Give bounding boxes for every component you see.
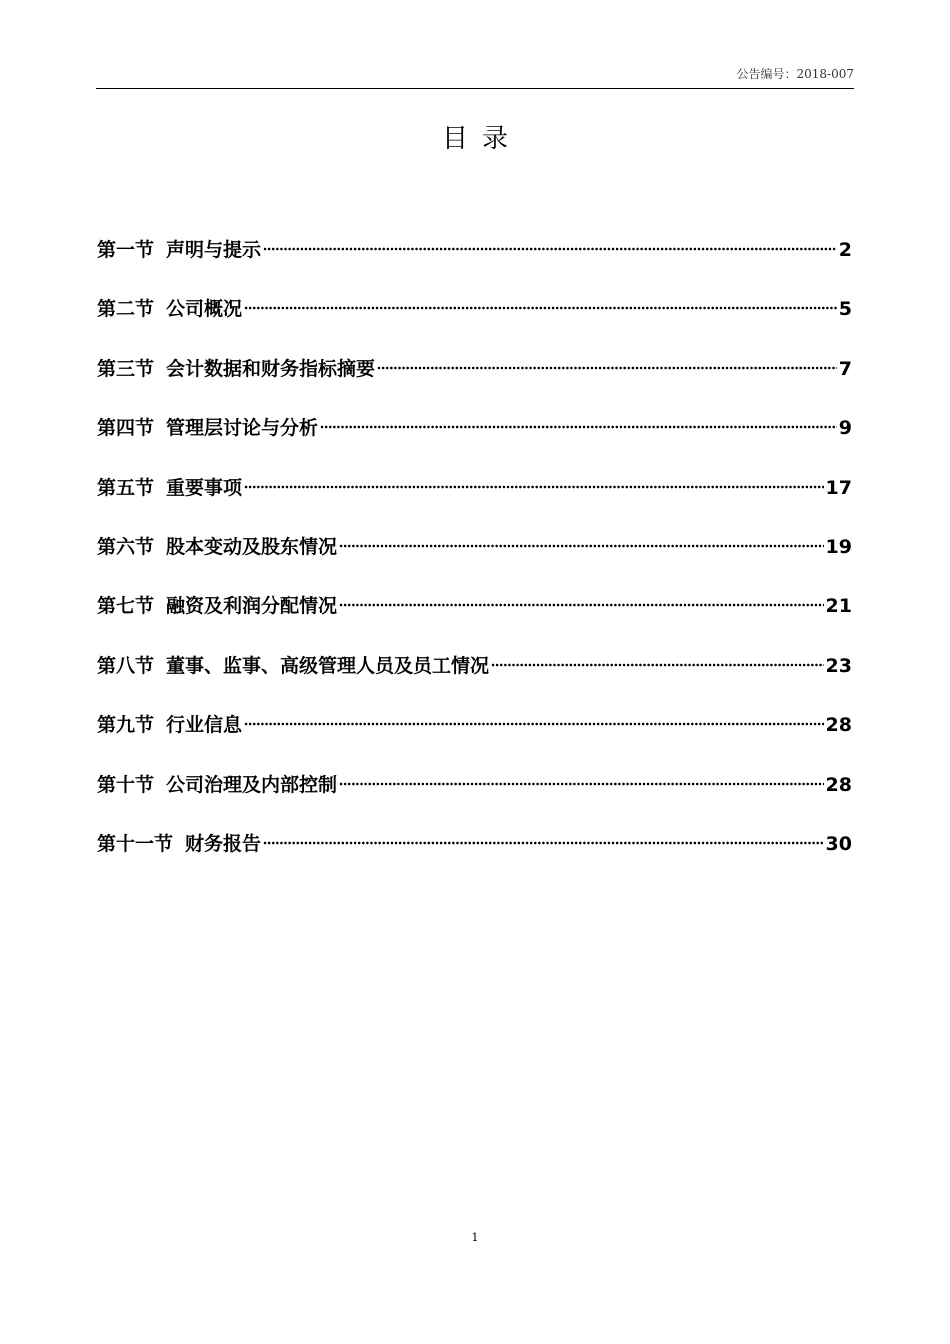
- dot-leader: [244, 306, 837, 310]
- dot-leader: [339, 603, 824, 607]
- toc-section-number: 第三节: [97, 357, 155, 380]
- dot-leader: [320, 425, 837, 429]
- toc-page-number: 17: [825, 476, 852, 499]
- dot-leader: [491, 663, 824, 667]
- toc-entry[interactable]: [97, 769, 852, 828]
- toc-section-title: 会计数据和财务指标摘要: [166, 357, 376, 380]
- table-of-contents: [97, 234, 852, 887]
- page-number: 1: [471, 1231, 479, 1244]
- dot-leader: [263, 841, 824, 845]
- toc-entry[interactable]: [97, 650, 852, 709]
- header-divider: [96, 88, 854, 89]
- toc-section-number: 第五节: [97, 476, 155, 499]
- toc-entry[interactable]: [97, 590, 852, 649]
- announcement-number: 公告编号：2018-007: [736, 67, 854, 81]
- toc-page-number: 19: [825, 535, 852, 558]
- toc-entry[interactable]: [97, 353, 852, 412]
- toc-entry[interactable]: [97, 472, 852, 531]
- toc-section-title: 公司概况: [166, 298, 243, 321]
- toc-section-title: 行业信息: [166, 714, 243, 737]
- toc-section-title: 声明与提示: [166, 239, 262, 261]
- dot-leader: [263, 247, 837, 251]
- toc-section-number: 第一节: [97, 239, 155, 261]
- toc-page-number: 30: [825, 832, 852, 855]
- toc-section-number: 第二节: [97, 298, 155, 321]
- toc-section-number: 第七节: [97, 595, 155, 618]
- toc-entry[interactable]: [97, 828, 852, 887]
- toc-section-title: 重要事项: [166, 476, 243, 499]
- toc-title: 目录: [441, 124, 522, 154]
- dot-leader: [339, 782, 824, 786]
- toc-section-title: 董事、监事、高级管理人员及员工情况: [166, 654, 490, 677]
- toc-section-number: 第四节: [97, 417, 155, 440]
- toc-section-number: 第九节: [97, 714, 155, 737]
- toc-section-title: 融资及利润分配情况: [166, 595, 338, 618]
- toc-section-number: 第十节: [97, 773, 155, 796]
- toc-page-number: 2: [838, 239, 852, 261]
- toc-page-number: 5: [838, 298, 852, 321]
- toc-page-number: 9: [838, 417, 852, 440]
- dot-leader: [244, 722, 824, 726]
- toc-page-number: 23: [825, 654, 852, 677]
- toc-section-title: 管理层讨论与分析: [166, 417, 319, 440]
- dot-leader: [377, 366, 837, 370]
- toc-entry[interactable]: [97, 709, 852, 768]
- toc-section-title: 财务报告: [185, 832, 262, 855]
- toc-entry[interactable]: [97, 412, 852, 471]
- toc-page-number: 21: [825, 595, 852, 618]
- toc-page-number: 28: [825, 714, 852, 737]
- toc-section-number: 第十一节: [97, 832, 174, 855]
- toc-entry[interactable]: [97, 234, 852, 293]
- toc-entry[interactable]: [97, 293, 852, 352]
- dot-leader: [244, 485, 824, 489]
- toc-page-number: 28: [825, 773, 852, 796]
- toc-section-title: 公司治理及内部控制: [166, 773, 338, 796]
- toc-section-number: 第八节: [97, 654, 155, 677]
- toc-section-title: 股本变动及股东情况: [166, 535, 338, 558]
- toc-section-number: 第六节: [97, 535, 155, 558]
- dot-leader: [339, 544, 824, 548]
- toc-page-number: 7: [838, 357, 852, 380]
- toc-entry[interactable]: [97, 531, 852, 590]
